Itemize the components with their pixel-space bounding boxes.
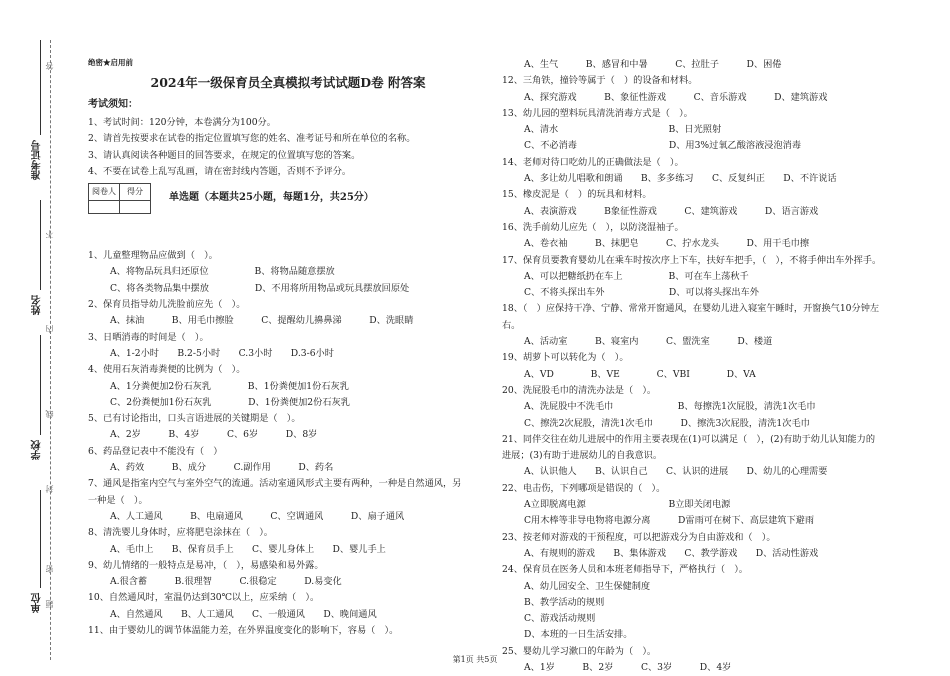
- question-text: 17、保育员要教育婴幼儿在乘车时按次序上下车，扶好车把手，（ ），不将手伸出车外挥手。: [502, 254, 882, 266]
- right-column: [502, 57, 932, 676]
- answer-options: A、1分粪便加2份石灰乳 B、1份粪便加1份石灰乳: [110, 380, 349, 392]
- seal-mark: 密: [45, 565, 54, 573]
- score-table: [88, 183, 151, 214]
- question-text: 20、洗屁股毛巾的清洗办法是（ ）。: [502, 384, 657, 396]
- reviewer-cell: [89, 200, 120, 213]
- question-text: 24、保育员在医务人员和本班老师指导下，严格执行（ ）。: [502, 564, 748, 576]
- answer-options: A、有规则的游戏 B、集体游戏 C、教学游戏 D、活动性游戏: [524, 547, 819, 559]
- seal-mark: 线: [45, 410, 54, 418]
- question-text: 3、日晒消毒的时间是（ ）。: [88, 331, 209, 343]
- question-text: 右。: [502, 319, 521, 331]
- seal-mark: 题: [45, 600, 54, 608]
- question-text: 25、婴幼儿学习漱口的年龄为（ ）。: [502, 645, 657, 657]
- notice-item: 2、请首先按要求在试卷的指定位置填写您的姓名、准考证号和所在单位的名称。: [88, 133, 416, 145]
- answer-options: C、不将头探出车外 D、可以将头探出车外: [524, 287, 759, 299]
- notice-item: 4、不要在试卷上乱写乱画，请在密封线内答题，否则不予评分。: [88, 165, 352, 177]
- answer-options: A、1-2小时 B.2-5小时 C.3小时 D.3-6小时: [110, 347, 334, 359]
- answer-options: C、将各类物品集中摆放 D、不用将所用物品或玩具摆放回原处: [110, 282, 410, 294]
- question-text: 10、自然通风时，室温仍达到30℃以上，应采纳（ ）。: [88, 592, 320, 604]
- label-unit: 单位: [32, 593, 43, 613]
- exam-number-fill-line: [40, 40, 41, 135]
- section-heading: 单选题（本题共25小题，每题1分，共25分）: [169, 192, 374, 204]
- answer-options: D、本班的一日生活安排。: [524, 629, 633, 641]
- seal-mark: 封: [45, 485, 54, 493]
- score-cell: [120, 200, 151, 213]
- question-list-left: [88, 248, 488, 639]
- answer-options: A、VD B、VE C、VBI D、VA: [524, 368, 756, 380]
- answer-options: A、抹油 B、用毛巾擦脸 C、提醒幼儿擤鼻涕 D、洗眼睛: [110, 315, 414, 327]
- question-text: 13、幼儿园的塑料玩具清洗消毒方式是（ ）。: [502, 107, 693, 119]
- answer-options: A、活动室 B、寝室内 C、盥洗室 D、楼道: [524, 336, 773, 348]
- label-exam-number: 准考证号: [32, 140, 43, 180]
- seal-mark: 不: [45, 230, 54, 238]
- seal-mark: 答: [45, 62, 54, 70]
- answer-options: A、认识他人 B、认识自己 C、认识的进展 D、幼儿的心理需要: [524, 466, 828, 478]
- exam-title: 2024年一级保育员全真模拟考试试题D卷 附答案: [150, 75, 426, 90]
- answer-options: A、生气 B、感冒和中暑 C、拉肚子 D、困倦: [524, 59, 782, 70]
- question-text: 7、通风是指室内空气与室外空气的流通。活动室通风形式主要有两种，一种是自然通风，另: [88, 478, 462, 490]
- question-text: 1、儿童整理物品应做到（ ）。: [88, 250, 218, 262]
- answer-options: C、擦洗2次屁股，清洗1次毛巾 D、擦洗3次屁股，清洗1次毛巾: [524, 417, 810, 429]
- answer-options: A、洗屁股中不洗毛巾 B、每擦洗1次屁股，清洗1次毛巾: [524, 401, 816, 413]
- label-school: 学校: [32, 440, 43, 460]
- answer-options: A、自然通风 B、人工通风 C、一般通风 D、晚间通风: [110, 608, 377, 620]
- answer-options: C、2份粪便加1份石灰乳 D、1份粪便加2份石灰乳: [110, 396, 350, 408]
- answer-options: A.很含蓄 B.很理智 C.很稳定 D.易变化: [110, 576, 342, 588]
- spacer: [88, 214, 488, 248]
- page-footer: 第1页 共5页: [452, 655, 498, 664]
- answer-options: A、多让幼儿唱歌和朗诵 B、多多练习 C、反复纠正 D、不许说话: [524, 173, 837, 185]
- question-list-right: [502, 57, 932, 676]
- seal-mark: 内: [45, 325, 54, 333]
- answer-options: A、探究游戏 B、象征性游戏 C、音乐游戏 D、建筑游戏: [524, 91, 828, 103]
- answer-options: A、将物品玩具归还原位 B、将物品随意摆放: [110, 266, 335, 278]
- left-column: [88, 57, 488, 639]
- reviewer-header: 阅卷人: [89, 183, 120, 200]
- question-text: 14、老师对待口吃幼儿的正确做法是（ ）。: [502, 156, 684, 168]
- question-text: 16、洗手前幼儿应先（ ），以防浇湿袖子。: [502, 221, 684, 233]
- question-text: 22、电击伤，下列哪项是错误的（ ）。: [502, 482, 666, 494]
- question-text: 2、保育员指导幼儿洗脸前应先（ ）。: [88, 299, 246, 311]
- question-text: 19、胡萝卜可以转化为（ ）。: [502, 352, 629, 364]
- answer-options: C用木棒等非导电物将电源分离 D雷雨可在树下、高层建筑下避雨: [524, 515, 815, 527]
- question-text: 11、由于婴幼儿的调节体温能力差，在外界温度变化的影响下，容易（ ）。: [88, 625, 399, 637]
- binding-sidebar: [0, 0, 60, 671]
- name-fill-line: [40, 200, 41, 290]
- answer-options: C、不必消毒 D、用3%过氧乙酸溶液浸泡消毒: [524, 140, 802, 152]
- answer-options: A、1岁 B、2岁 C、3岁 D、4岁: [524, 661, 732, 673]
- answer-options: C、游戏活动规则: [524, 613, 596, 625]
- answer-options: A、2岁 B、4岁 C、6岁 D、8岁: [110, 429, 318, 441]
- answer-options: A、人工通风 B、电扇通风 C、空调通风 D、扇子通风: [110, 510, 405, 522]
- answer-options: A、表演游戏 B象征性游戏 C、建筑游戏 D、语言游戏: [524, 205, 819, 217]
- question-text: 18、（ ）应保持干净、宁静、常常开窗通风，在婴幼儿进入寝室午睡时，开窗换气10分钟左: [502, 303, 880, 315]
- answer-options: A、药效 B、成分 C.副作用 D、药名: [110, 462, 334, 474]
- question-text: 5、已有讨论指出，口头言语进展的关键期是（ ）。: [88, 413, 301, 425]
- score-header: 得分: [120, 183, 151, 200]
- answer-options: A、清水 B、日光照射: [524, 124, 722, 136]
- answer-options: A、毛巾上 B、保育员手上 C、婴儿身体上 D、婴儿手上: [110, 543, 386, 555]
- answer-options: B、教学活动的规则: [524, 596, 605, 608]
- secret-label: 绝密★启用前: [88, 58, 133, 67]
- question-text: 4、使用石灰消毒粪便的比例为（ ）。: [88, 364, 246, 376]
- answer-options: A、可以把糖纸扔在车上 B、可在车上荡秋千: [524, 270, 749, 282]
- question-text: 23、按老师对游戏的干预程度，可以把游戏分为自由游戏和（ ）。: [502, 531, 776, 543]
- question-text: 进展；(3)有助于进展幼儿的自我意识。: [502, 450, 663, 462]
- question-text: 21、同伴交往在幼儿进展中的作用主要表现在(1)可以满足（ ），(2)有助于幼儿认知能力的: [502, 433, 876, 445]
- notice-item: 1、考试时间：120分钟，本卷满分为100分。: [88, 117, 276, 128]
- score-row: [88, 182, 488, 214]
- question-text: 12、三角铁，撞铃等属于（ ）的设备和材料。: [502, 75, 698, 87]
- question-text: 9、幼儿情绪的一般特点是易冲，（ ），易感染和易外露。: [88, 559, 324, 571]
- question-text: 6、药品登记表中不能没有（ ）: [88, 445, 223, 457]
- label-name: 姓名: [32, 295, 43, 315]
- question-text: 一种是（ ）。: [88, 494, 148, 506]
- unit-fill-line: [40, 490, 41, 588]
- question-text: 15、橡皮泥是（ ）的玩具和材料。: [502, 189, 652, 201]
- answer-options: A立即脱离电源 B立即关闭电源: [524, 499, 731, 511]
- notice-heading: 考试须知：: [88, 99, 138, 110]
- answer-options: A、卷衣袖 B、抹肥皂 C、拧水龙头 D、用干毛巾擦: [524, 238, 810, 250]
- notice-item: 3、请认真阅读各种题目的回答要求，在规定的位置填写您的答案。: [88, 149, 361, 161]
- school-fill-line: [40, 335, 41, 435]
- answer-options: A、幼儿园安全、卫生保健制度: [524, 580, 651, 592]
- question-text: 8、清洗婴儿身体时，应将肥皂涂抹在（ ）。: [88, 527, 273, 539]
